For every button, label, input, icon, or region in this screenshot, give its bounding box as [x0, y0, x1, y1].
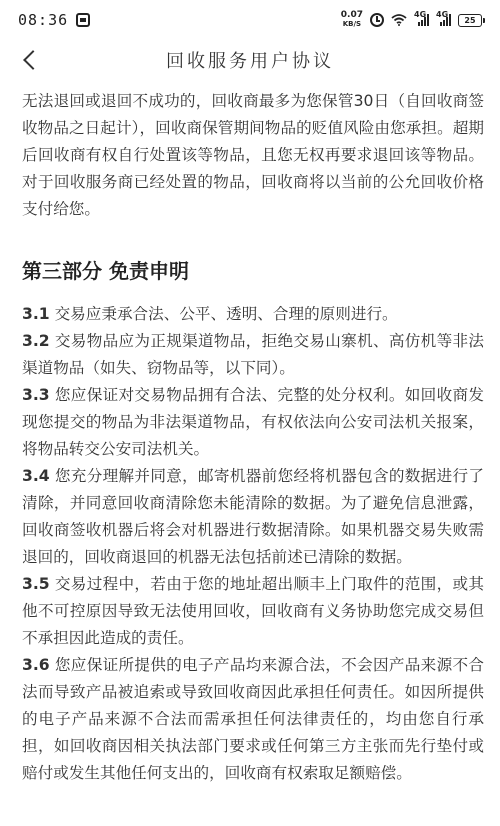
alarm-clock-icon — [370, 13, 384, 27]
clause-text: 交易过程中，若由于您的地址超出顺丰上门取件的范围，或其他不可控原因导致无法使用回收，回收商有义务协助您完成交易但不承担因此造成的责任。 — [22, 575, 484, 647]
signal-strength-2 — [436, 10, 451, 26]
clause-text: 您应保证对交易物品拥有合法、完整的处分权利。如回收商发现您提交的物品为非法渠道物品，有权依法向公安司法机关报案，将物品转交公安司法机关。 — [22, 386, 484, 458]
navigation-bar — [0, 40, 500, 80]
clause-3-4 — [22, 463, 484, 571]
clause-text: 交易应秉承合法、公平、透明、合理的原则进行。 — [49, 305, 398, 323]
agreement-content[interactable] — [22, 88, 484, 787]
back-button[interactable] — [14, 44, 46, 76]
clause-3-2 — [22, 328, 484, 382]
section-title: 第三部分 免责申明 — [22, 259, 189, 283]
notification-icon — [76, 13, 90, 27]
clause-number: 3.1 — [22, 305, 50, 323]
clause-3-1 — [22, 301, 484, 328]
network-speed-unit: KB/S — [342, 20, 362, 28]
status-time: 08:36 — [18, 11, 69, 29]
clause-3-6 — [22, 652, 484, 787]
battery-level: 25 — [464, 15, 476, 25]
clause-number: 3.6 — [22, 656, 50, 674]
clause-text: 交易物品应为正规渠道物品，拒绝交易山寨机、高仿机等非法渠道物品（如失、窃物品等，以下同）。 — [22, 332, 484, 377]
status-bar — [0, 0, 500, 40]
clause-3-3 — [22, 382, 484, 463]
signal-strength-1 — [414, 10, 429, 26]
clause-text: 您应保证所提供的电子产品均来源合法，不会因产品来源不合法而导致产品被追索或导致回收商因此承担任何责任。如因所提供的电子产品来源不合法而需承担任何法律责任的，均由您自行承担，如回收商因相关执法部门要求或任何第三方主张而先行垫付或赔付或发生其他任何支出的，回收商有权索取足额赔偿。 — [22, 656, 484, 782]
clause-number: 3.3 — [22, 386, 50, 404]
wifi-icon — [391, 14, 407, 26]
status-left — [18, 11, 90, 29]
signal-2-label: 4G — [436, 10, 449, 19]
network-speed-value: 0.07 — [340, 10, 363, 20]
clause-text: 您充分理解并同意，邮寄机器前您经将机器包含的数据进行了清除，并同意回收商清除您未能清除的数据。为了避免信息泄露，回收商签收机器后将会对机器进行数据清除。如果机器交易失败需退回的，回收商退回的机器无法包括前述已清除的数据。 — [22, 467, 484, 566]
chevron-left-icon — [23, 50, 43, 70]
clause-number: 3.4 — [22, 467, 50, 485]
battery-icon — [458, 14, 482, 27]
clause-number: 3.5 — [22, 575, 50, 593]
network-speed — [341, 11, 363, 29]
signal-1-label: 4G — [414, 10, 427, 19]
clause-3-5 — [22, 571, 484, 652]
page-title: 回收服务用户协议 — [166, 51, 334, 72]
clause-number: 3.2 — [22, 332, 50, 350]
status-right — [341, 11, 482, 29]
intro-paragraph: 无法退回或退回不成功的，回收商最多为您保管30日（自回收商签收物品之日起计），回收商保管期间物品的贬值风险由您承担。超期后回收商有权自行处置该等物品，且您无权再要求退回该等物品。对于回收服务商已经处置的物品，回收商将以当前的公允回收价格支付给您。 — [22, 92, 484, 218]
